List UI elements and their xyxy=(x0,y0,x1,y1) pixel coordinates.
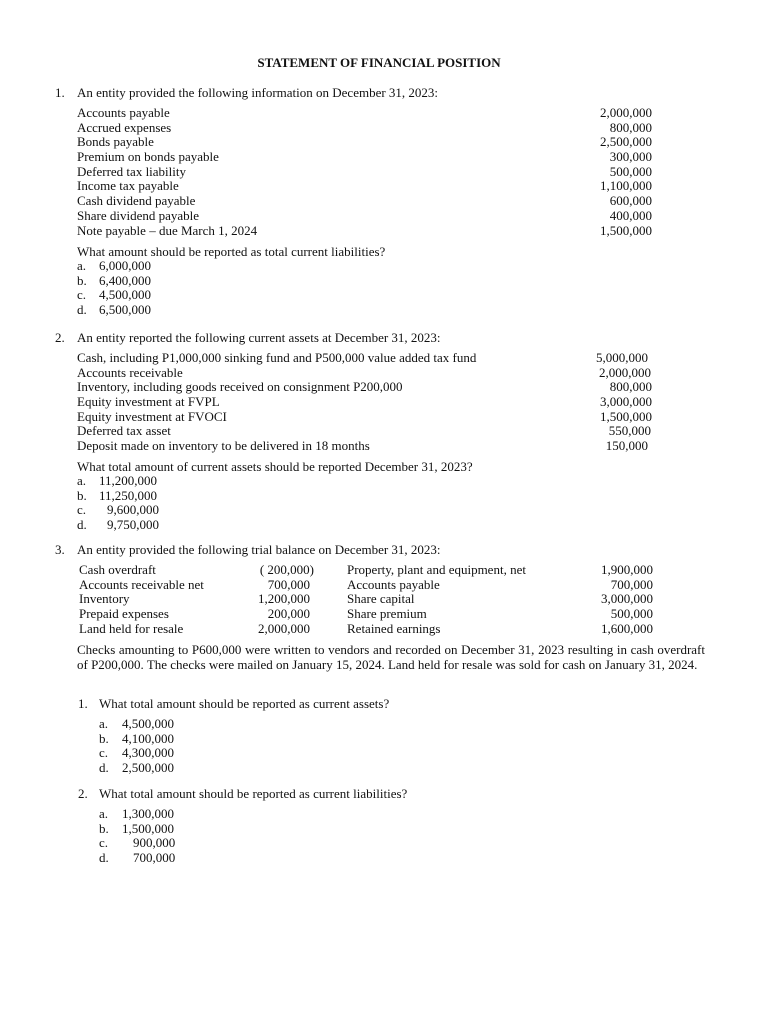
item-label: Share capital xyxy=(347,591,415,607)
list-item xyxy=(77,165,652,180)
sub-question-1-choices xyxy=(99,717,299,776)
choice-b[interactable] xyxy=(77,489,277,504)
list-item xyxy=(347,578,653,593)
item-amount: 5,000,000 xyxy=(596,350,648,365)
question-2-prompt: An entity reported the following current assets at December 31, 2023: xyxy=(77,330,441,345)
item-label: Share premium xyxy=(347,606,427,622)
choice-c[interactable] xyxy=(99,836,299,851)
list-item xyxy=(79,592,310,607)
item-amount: 150,000 xyxy=(605,438,648,454)
list-item xyxy=(347,592,653,607)
item-amount: 200,000 xyxy=(267,606,310,622)
list-item xyxy=(79,578,310,593)
list-item xyxy=(77,106,652,121)
sub-question-2-choices xyxy=(99,807,299,866)
choice-value: 9,600,000 xyxy=(107,502,159,518)
choice-value: 1,300,000 xyxy=(122,806,174,821)
question-3-number: 3. xyxy=(55,542,65,557)
question-2-text: What total amount of current assets should be reported December 31, 2023? xyxy=(77,459,473,474)
choice-letter: d. xyxy=(99,850,109,866)
list-item xyxy=(77,150,652,165)
list-item xyxy=(347,607,653,622)
choice-letter: c. xyxy=(99,835,109,851)
item-amount: 800,000 xyxy=(609,379,652,395)
item-amount: 1,600,000 xyxy=(601,620,653,636)
choice-b[interactable] xyxy=(77,274,277,289)
item-amount: 500,000 xyxy=(610,606,653,622)
list-item xyxy=(77,424,652,439)
item-amount: 550,000 xyxy=(608,423,651,439)
question-2-items xyxy=(77,351,652,454)
item-label: Retained earnings xyxy=(347,620,441,636)
choice-a[interactable] xyxy=(99,717,299,732)
choice-value: 4,300,000 xyxy=(122,745,174,761)
list-item xyxy=(77,410,652,425)
choice-d[interactable] xyxy=(77,303,277,318)
item-label: Land held for resale xyxy=(79,620,184,636)
list-item xyxy=(79,607,310,622)
choice-d[interactable] xyxy=(99,851,299,866)
choice-value: 11,200,000 xyxy=(99,473,158,488)
item-amount: ( 200,000) xyxy=(259,562,314,577)
trial-balance-left xyxy=(79,562,314,636)
choice-a[interactable] xyxy=(77,259,277,274)
choice-c[interactable] xyxy=(77,288,277,303)
choice-letter: a. xyxy=(77,473,87,488)
trial-balance-right xyxy=(347,563,653,636)
choice-letter: b. xyxy=(77,487,87,503)
item-amount: 700,000 xyxy=(267,576,310,592)
question-1-prompt: An entity provided the following information on December 31, 2023: xyxy=(77,85,439,100)
item-amount: 3,000,000 xyxy=(600,394,652,410)
question-1-choices xyxy=(77,259,277,318)
choice-value: 1,500,000 xyxy=(122,820,174,836)
sub-question-1-number: 1. xyxy=(78,696,88,711)
choice-letter: d. xyxy=(99,760,109,776)
list-item xyxy=(77,439,652,454)
item-label: Inventory, including goods received on consignment P200,000 xyxy=(77,379,403,395)
choice-letter: a. xyxy=(77,258,87,273)
item-label: Premium on bonds payable xyxy=(77,149,219,165)
question-1-text: What amount should be reported as total current liabilities? xyxy=(77,244,386,259)
choice-value: 11,250,000 xyxy=(99,487,158,503)
list-item xyxy=(77,395,652,410)
choice-value: 6,400,000 xyxy=(99,272,151,288)
question-1-number: 1. xyxy=(55,85,65,100)
choice-a[interactable] xyxy=(99,807,299,822)
choice-letter: a. xyxy=(99,716,109,731)
question-1-items xyxy=(77,106,652,238)
choice-letter: d. xyxy=(77,517,87,533)
choice-b[interactable] xyxy=(99,822,299,837)
question-3-prompt: An entity provided the following trial balance on December 31, 2023: xyxy=(77,542,441,557)
item-amount: 2,500,000 xyxy=(600,134,652,150)
choice-value: 9,750,000 xyxy=(107,517,159,533)
list-item xyxy=(77,224,652,239)
list-item xyxy=(77,380,652,395)
sub-question-2-number: 2. xyxy=(78,786,88,801)
item-amount: 600,000 xyxy=(609,193,652,209)
item-amount: 800,000 xyxy=(609,119,652,135)
item-label: Prepaid expenses xyxy=(79,606,169,622)
choice-letter: b. xyxy=(99,730,109,746)
sub-question-1-text: What total amount should be reported as current assets? xyxy=(99,696,390,711)
question-3-narrative: Checks amounting to P600,000 were written to vendors and recorded on December 31, 2023 resulting in cash overdraft of P200,000. The checks were mailed on January 15, 2024. Land held for resale was sold for cash on January 31, 2024. xyxy=(77,642,705,672)
item-label: Inventory xyxy=(79,591,130,607)
choice-value: 4,100,000 xyxy=(122,730,174,746)
item-amount: 2,000,000 xyxy=(599,364,651,380)
list-item xyxy=(77,194,652,209)
item-label: Deferred tax liability xyxy=(77,163,187,179)
item-label: Accounts payable xyxy=(77,105,170,120)
list-item xyxy=(347,563,653,578)
list-item xyxy=(77,121,652,136)
list-item xyxy=(79,562,314,578)
item-amount: 2,000,000 xyxy=(258,620,310,636)
document-title: STATEMENT OF FINANCIAL POSITION xyxy=(257,55,501,70)
item-amount: 2,000,000 xyxy=(600,105,652,120)
item-label: Cash, including P1,000,000 sinking fund and P500,000 value added tax fund xyxy=(77,350,477,365)
item-label: Deposit made on inventory to be delivered in 18 months xyxy=(77,438,370,454)
list-item xyxy=(77,351,652,366)
choice-c[interactable] xyxy=(99,746,299,761)
list-item xyxy=(77,366,652,381)
choice-value: 2,500,000 xyxy=(122,760,174,776)
item-label: Cash overdraft xyxy=(79,562,156,577)
item-label: Cash dividend payable xyxy=(77,193,196,209)
item-label: Accounts receivable xyxy=(77,364,183,380)
item-amount: 300,000 xyxy=(609,149,652,165)
choice-letter: b. xyxy=(77,272,87,288)
choice-d[interactable] xyxy=(99,761,299,776)
item-label: Income tax payable xyxy=(77,178,179,194)
sub-question-2-text: What total amount should be reported as current liabilities? xyxy=(99,786,408,801)
item-label: Accounts payable xyxy=(347,576,440,592)
item-label: Property, plant and equipment, net xyxy=(347,562,526,577)
question-2-choices xyxy=(77,474,277,533)
choice-letter: d. xyxy=(77,302,87,318)
item-amount: 1,100,000 xyxy=(600,178,652,194)
item-label: Bonds payable xyxy=(77,134,154,150)
item-label: Accrued expenses xyxy=(77,119,172,135)
item-amount: 3,000,000 xyxy=(601,591,653,607)
choice-c[interactable] xyxy=(77,503,277,518)
item-amount: 700,000 xyxy=(610,576,653,592)
list-item xyxy=(77,179,652,194)
choice-value: 700,000 xyxy=(133,850,176,866)
item-label: Accounts receivable net xyxy=(79,576,204,592)
item-amount: 400,000 xyxy=(609,207,652,223)
choice-letter: c. xyxy=(77,287,87,303)
item-label: Equity investment at FVPL xyxy=(77,394,220,410)
choice-value: 6,500,000 xyxy=(99,302,151,318)
choice-value: 4,500,000 xyxy=(99,287,151,303)
choice-value: 900,000 xyxy=(133,835,176,851)
item-label: Share dividend payable xyxy=(77,207,200,223)
item-label: Equity investment at FVOCI xyxy=(77,408,227,424)
choice-letter: c. xyxy=(99,745,109,761)
list-item xyxy=(79,622,310,637)
item-amount: 500,000 xyxy=(609,163,652,179)
item-label: Deferred tax asset xyxy=(77,423,171,439)
item-label: Note payable – due March 1, 2024 xyxy=(77,222,258,238)
choice-letter: c. xyxy=(77,502,87,518)
choice-a[interactable] xyxy=(77,474,277,489)
choice-letter: a. xyxy=(99,806,109,821)
item-amount: 1,900,000 xyxy=(601,562,653,577)
choice-b[interactable] xyxy=(99,732,299,747)
choice-letter: b. xyxy=(99,820,109,836)
choice-value: 4,500,000 xyxy=(122,716,174,731)
choice-d[interactable] xyxy=(77,518,277,533)
list-item xyxy=(347,622,653,637)
question-2-number: 2. xyxy=(55,330,65,345)
item-amount: 1,500,000 xyxy=(600,222,652,238)
item-amount: 1,200,000 xyxy=(258,591,310,607)
item-amount: 1,500,000 xyxy=(600,408,652,424)
list-item xyxy=(77,209,652,224)
list-item xyxy=(77,135,652,150)
choice-value: 6,000,000 xyxy=(99,258,151,273)
